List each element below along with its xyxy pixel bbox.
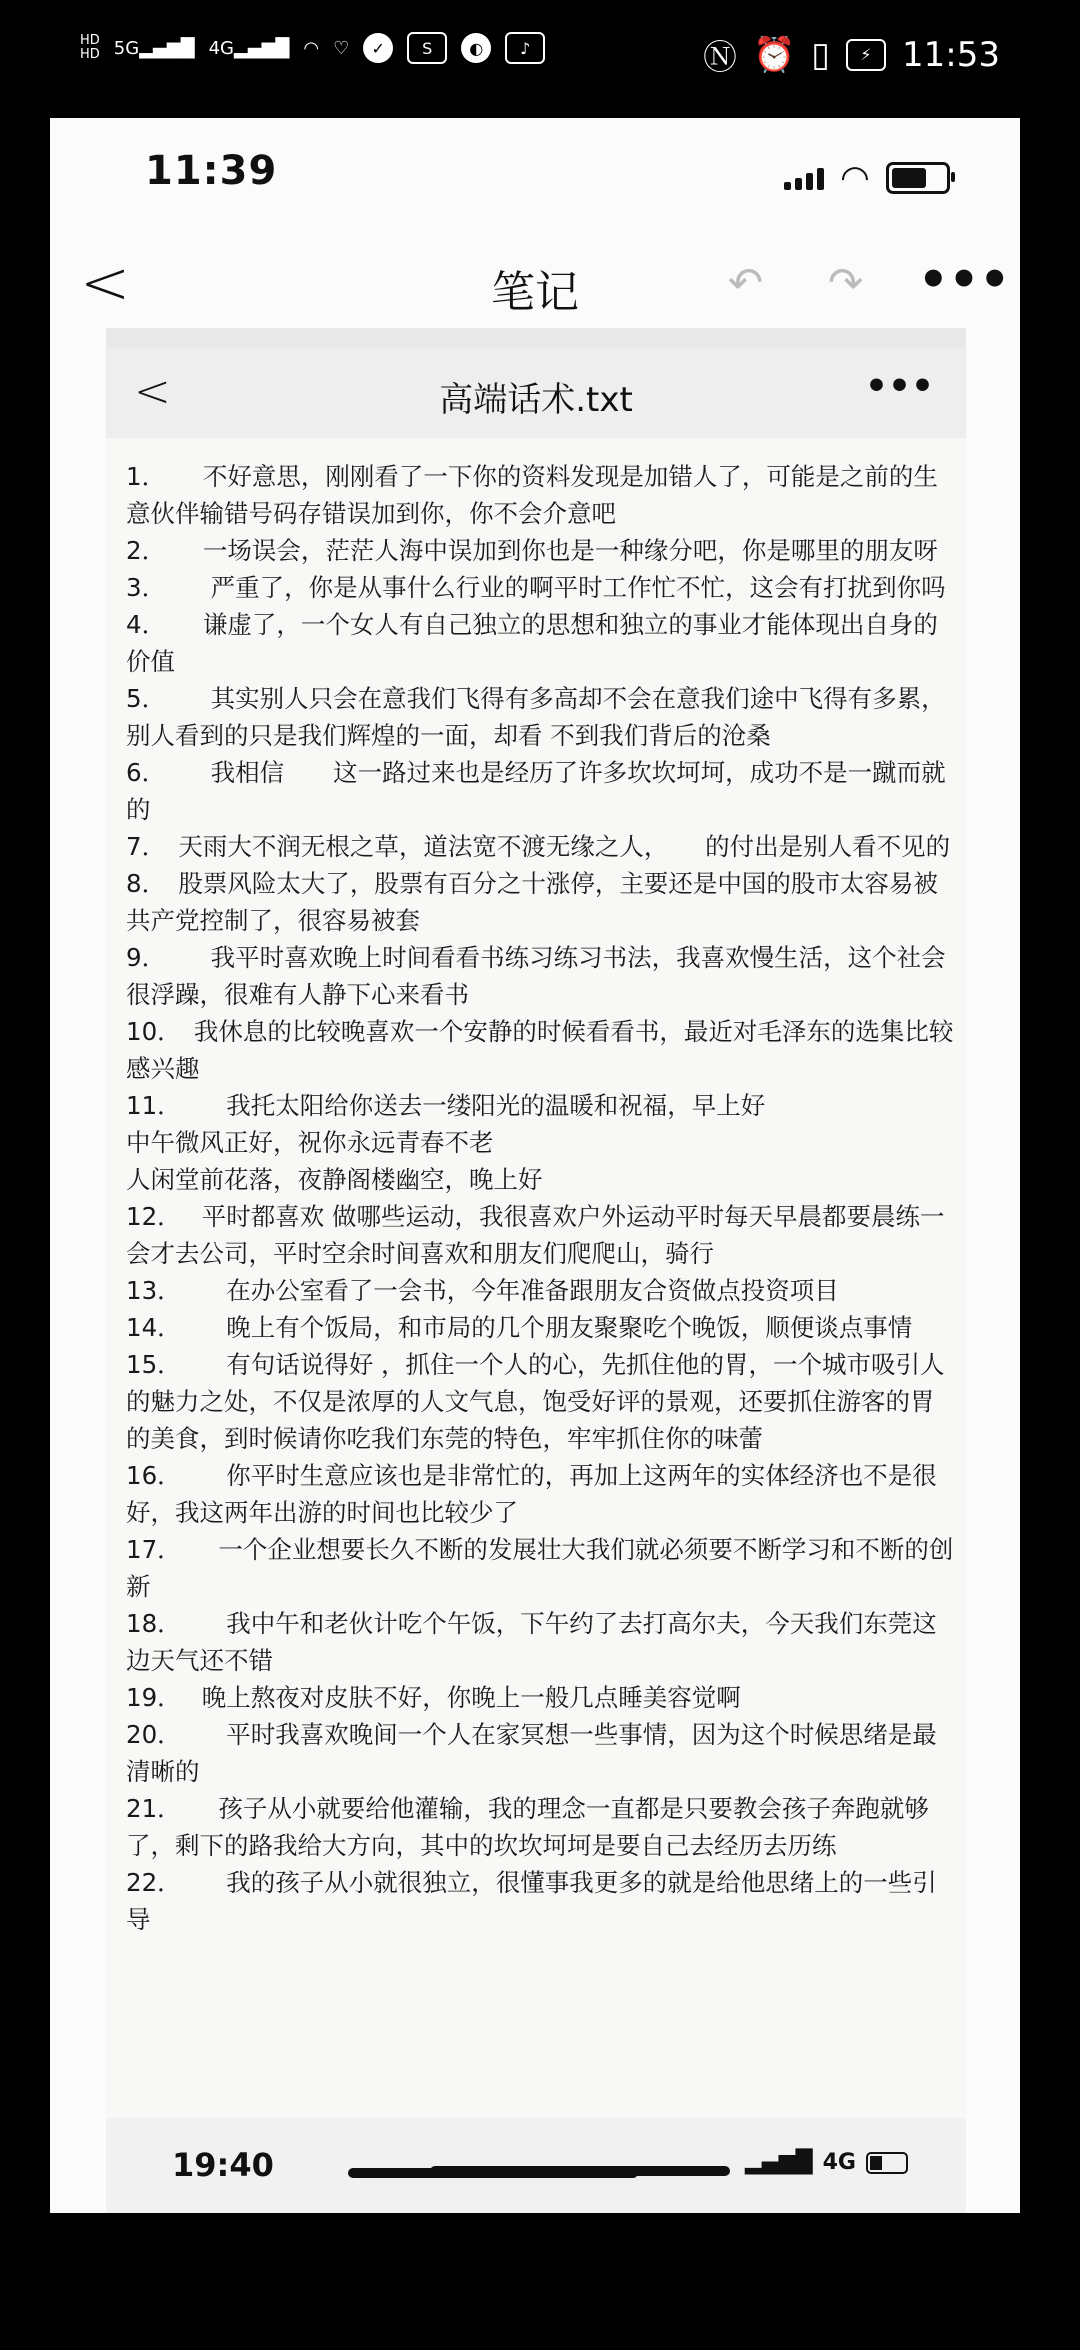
note-line: 3． 严重了，你是从事什么行业的啊平时工作忙不忙，这会有打扰到你吗: [126, 573, 946, 602]
note-line: 15． 有句话说得好 ，抓住一个人的心，先抓住他的胃，一个城市吸引人的魅力之处，不仅是浓厚的人文气息，饱受好评的景观，还要抓住游客的胃的美食，到时候请你吃我们东莞的特色，牢牢抓住你的味蕾: [126, 1350, 945, 1453]
vibrate-icon: ▯: [811, 34, 831, 75]
heart-icon: ♡: [333, 37, 350, 59]
note-line: 人闲堂前花落，夜静阁楼幽空，晚上好: [126, 1165, 543, 1194]
note-line: 18． 我中午和老伙计吃个午饭，下午约了去打高尔夫，今天我们东莞这边天气还不错: [126, 1609, 937, 1675]
more-button[interactable]: •••: [918, 252, 1011, 308]
android-status-bar: [0, 0, 1080, 115]
note-line: 19． 晚上熬夜对皮肤不好，你晚上一般几点睡美容觉啊: [126, 1683, 741, 1712]
home-indicator: [430, 2166, 730, 2176]
wifi-icon: ◠: [841, 158, 868, 198]
note-line: 10． 我休息的比较晚喜欢一个安静的时候看看书，最近对毛泽东的选集比较感兴趣: [126, 1017, 954, 1083]
ios-status-bar: [50, 118, 1020, 228]
4g-signal-icon: 4G▂▄▆█: [208, 37, 290, 59]
note-line: 20． 平时我喜欢晚间一个人在家冥想一些事情，因为这个时候思绪是最清晰的: [126, 1720, 937, 1786]
note-line: 13． 在办公室看了一会书，今年准备跟朋友合资做点投资项目: [126, 1276, 839, 1305]
note-line: 8． 股票风险太大了，股票有百分之十涨停，主要还是中国的股市太容易被共产党控制了，很容易被套: [126, 869, 938, 935]
note-text: [126, 458, 956, 1938]
file-header: [106, 348, 966, 438]
note-line: 1． 不好意思，刚刚看了一下你的资料发现是加错人了，可能是之前的生意伙伴输错号码存错误加到你，你不会介意吧: [126, 462, 938, 528]
nfc-icon: Ⓝ: [702, 38, 737, 78]
notes-title: 笔记: [491, 267, 579, 318]
redo-button[interactable]: ↷: [828, 258, 864, 307]
inner-signal-icon: ▂▄▆█: [744, 2150, 813, 2175]
note-line: 22． 我的孩子从小就很独立，很懂事我更多的就是给他思绪上的一些引导: [126, 1868, 937, 1934]
inner-status-strip: [106, 328, 966, 348]
note-line: 11． 我托太阳给你送去一缕阳光的温暖和祝福，早上好: [126, 1091, 766, 1120]
note-line: 2． 一场误会，茫茫人海中误加到你也是一种缘分吧，你是哪里的朋友呀: [126, 536, 938, 565]
back-button[interactable]: <: [80, 248, 131, 318]
music-icon: ♪: [505, 32, 545, 64]
undo-button[interactable]: ↶: [728, 258, 764, 307]
battery-icon: [886, 162, 950, 194]
note-line: 中午微风正好，祝你永远青春不老: [126, 1128, 494, 1157]
file-back-button: <: [134, 366, 171, 417]
note-line: 14． 晚上有个饭局，和市局的几个朋友聚聚吃个晚饭，顺便谈点事情: [126, 1313, 913, 1342]
inner-battery-icon: [866, 2152, 908, 2174]
hd-signal-icon: HD HD: [80, 33, 100, 62]
inner-bottom-time: 19:40: [172, 2146, 274, 2184]
note-line: 17． 一个企业想要长久不断的发展壮大我们就必须要不断学习和不断的创新: [126, 1535, 954, 1601]
cell-signal-icon: [784, 166, 824, 190]
inner-network-label: 4G: [822, 2150, 856, 2175]
file-title: 高端话术.txt: [439, 380, 633, 420]
notes-toolbar: [50, 238, 1020, 328]
wifi-icon: ◠: [303, 37, 320, 59]
note-line: 7． 天雨大不润无根之草，道法宽不渡无缘之人， 的付出是别人看不见的: [126, 832, 951, 861]
sina-icon: S: [407, 32, 447, 64]
shield-icon: ✓: [363, 33, 393, 63]
alarm-icon: ⏰: [752, 34, 796, 75]
drive-icon: ◐: [461, 33, 491, 63]
note-line: 12． 平时都喜欢 做哪些运动，我很喜欢户外运动平时每天早晨都要晨练一会才去公司，平时空余时间喜欢和朋友们爬爬山，骑行: [126, 1202, 945, 1268]
5g-signal-icon: 5G▂▄▆█: [113, 37, 195, 59]
file-more-button: •••: [864, 366, 934, 407]
note-line: 16． 你平时生意应该也是非常忙的，再加上这两年的实体经济也不是很好，我这两年出游的时间也比较少了: [126, 1461, 937, 1527]
note-line: 6． 我相信 这一路过来也是经历了许多坎坎坷坷，成功不是一蹴而就的: [126, 758, 946, 824]
note-line: 5． 其实别人只会在意我们飞得有多高却不会在意我们途中飞得有多累，别人看到的只是我们辉煌的一面，却看 不到我们背后的沧桑: [126, 684, 946, 750]
note-image: [106, 328, 966, 2213]
battery-icon: ⚡: [846, 39, 886, 71]
ios-time: 11:39: [145, 148, 278, 194]
note-line: 4． 谦虚了，一个女人有自己独立的思想和独立的事业才能体现出自身的价值: [126, 610, 938, 676]
note-line: 21． 孩子从小就要给他灌输，我的理念一直都是只要教会孩子奔跑就够了，剩下的路我给大方向，其中的坎坎坷坷是要自己去经历去历练: [126, 1794, 929, 1860]
note-line: 9． 我平时喜欢晚上时间看看书练习练习书法，我喜欢慢生活，这个社会很浮躁，很难有人静下心来看书: [126, 943, 946, 1009]
photo-view: [50, 118, 1020, 2213]
status-time: 11:53: [902, 34, 1000, 75]
